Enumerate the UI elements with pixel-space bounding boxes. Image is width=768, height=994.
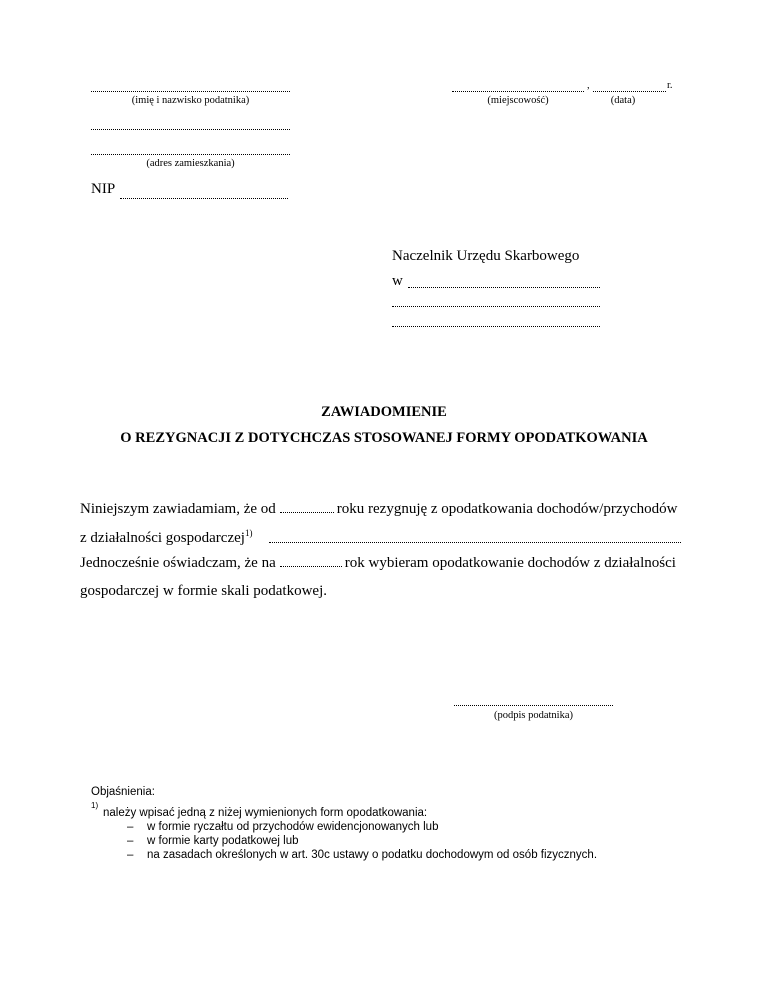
recipient-w-label: w <box>392 273 403 289</box>
place-field[interactable] <box>452 91 584 92</box>
taxpayer-name-field[interactable] <box>91 91 290 92</box>
notes-heading: Objaśnienia: <box>91 786 155 798</box>
notes-intro: należy wpisać jedną z niżej wymienionych form opodatkowania: <box>103 807 428 819</box>
body-p1-start: Niniejszym zawiadamiam, że od <box>80 501 276 517</box>
notes-bullet-2: – <box>127 835 134 847</box>
body-line-4: gospodarczej w formie skali podatkowej. <box>80 583 328 599</box>
notes-marker: 1) <box>91 801 99 810</box>
notes-bullet-3: – <box>127 849 134 861</box>
notes-item-3: na zasadach określonych w art. 30c ustawy o podatku dochodowym od osób fizycznych. <box>147 849 598 861</box>
address-label: (adres zamieszkania) <box>146 158 235 169</box>
tax-office-field-line1[interactable] <box>408 287 600 288</box>
footnote-ref: 1) <box>244 528 253 538</box>
body-line-3 <box>80 555 676 572</box>
signature-label: (podpis podatnika) <box>493 710 574 721</box>
tax-office-field-line2[interactable] <box>392 306 600 307</box>
address-field-line1[interactable] <box>91 129 290 130</box>
body-line-2 <box>80 528 252 547</box>
taxpayer-name-label: (imię i nazwisko podatnika) <box>131 95 250 106</box>
nip-field[interactable] <box>120 198 288 199</box>
signature-field[interactable] <box>454 705 613 706</box>
body-p2-start: z działalności gospodarczej <box>80 530 245 546</box>
tax-form-field[interactable] <box>269 542 681 543</box>
body-line-1 <box>80 501 678 518</box>
recipient-title: Naczelnik Urzędu Skarbowego <box>392 248 580 264</box>
document-subtitle: O REZYGNACJI Z DOTYCHCZAS STOSOWANEJ FORMY OPODATKOWANIA <box>120 430 648 446</box>
address-field-line2[interactable] <box>91 154 290 155</box>
place-label: (miejscowość) <box>487 95 549 106</box>
comma: , <box>587 80 590 91</box>
body-p1-end: roku rezygnuję z opodatkowania dochodów/przychodów <box>336 501 678 517</box>
notes-bullet-1: – <box>127 821 134 833</box>
nip-label: NIP <box>91 181 116 197</box>
new-tax-year-field[interactable] <box>280 566 342 567</box>
date-suffix: r. <box>667 80 673 91</box>
date-field[interactable] <box>593 91 666 92</box>
document-title: ZAWIADOMIENIE <box>321 404 447 420</box>
resignation-year-field[interactable] <box>280 512 334 513</box>
notes-item-1: w formie ryczałtu od przychodów ewidencjonowanych lub <box>147 821 439 833</box>
tax-office-field-line3[interactable] <box>392 326 600 327</box>
body-p3-start: Jednocześnie oświadczam, że na <box>80 555 276 571</box>
date-label: (data) <box>610 95 636 106</box>
notes-item-2: w formie karty podatkowej lub <box>147 835 299 847</box>
body-p3-end: rok wybieram opodatkowanie dochodów z działalności <box>344 555 676 571</box>
